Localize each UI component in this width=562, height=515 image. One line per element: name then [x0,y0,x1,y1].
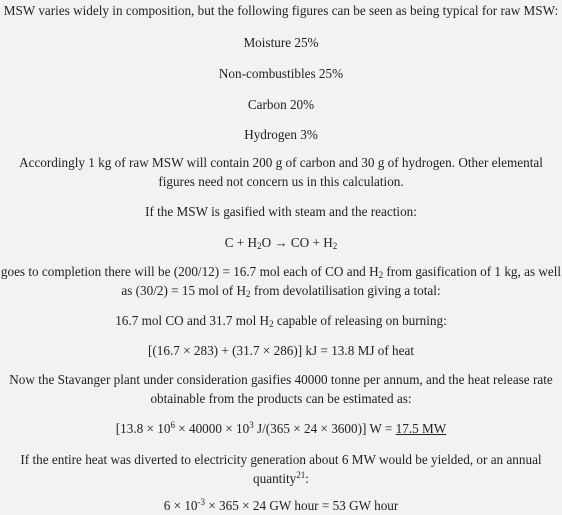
paragraph-1-line-2: figures need not concern us in this calculation. [158,174,404,189]
gasified-sentence: If the MSW is gasified with steam and the reaction: [145,204,417,219]
rate-equation: [$13.8 \times 10^6 \times 40000 \times 10^3$ J/(365 × 24 × 3600)] W = 17.5 MW [115,420,447,436]
reaction-equation: $C + H_2O$ → CO + $H_2$ [224,235,338,251]
composition-carbon: Carbon 20% [247,97,315,112]
composition-moisture: Moisture 25% [243,35,319,50]
reference-21: 21 [296,470,306,480]
composition-non-combustibles: Non-combustibles 25% [218,66,344,81]
paragraph-2-line-1: goes to completion there will be (200/12) = 16.7 mol each of CO and $H_2$ from gasification of 1 kg, as well [0,264,562,280]
paragraph-3-line-1: Now the Stavanger plant under consideration gasifies 40000 tonne per annum, and the heat release rate [9,372,553,387]
total-line: 16.7 mol CO and 31.7 mol $H_2$ capable of releasing on burning: [115,313,447,329]
paragraph-2-line-2: as (30/2) = 15 mol of $H_2$ from devolatilisation giving a total: [121,283,441,299]
paragraph-4-line-1: If the entire heat was diverted to electricity generation about 6 MW would be yielded, or an annual [20,452,542,467]
rate-result: 17.5 MW [395,421,447,436]
heat-equation: [(16.7 × 283) + (31.7 × 286)] kJ = 13.8 MJ of heat [148,343,414,358]
paragraph-3-line-2: obtainable from the products can be estimated as: [150,391,412,406]
paragraph-1-line-1: Accordingly 1 kg of raw MSW will contain 200 g of carbon and 30 g of hydrogen. Other elemental [19,155,543,170]
composition-hydrogen: Hydrogen 3% [244,127,318,142]
final-equation: $6 \times 10^{-3} \times 365 \times 24$ GW hour = 53 GW hour [163,497,399,513]
intro-text: MSW varies widely in composition, but the following figures can be seen as being typical for raw MSW: [3,3,559,18]
paragraph-4-line-2: quantity$^{21}$: [253,470,309,486]
